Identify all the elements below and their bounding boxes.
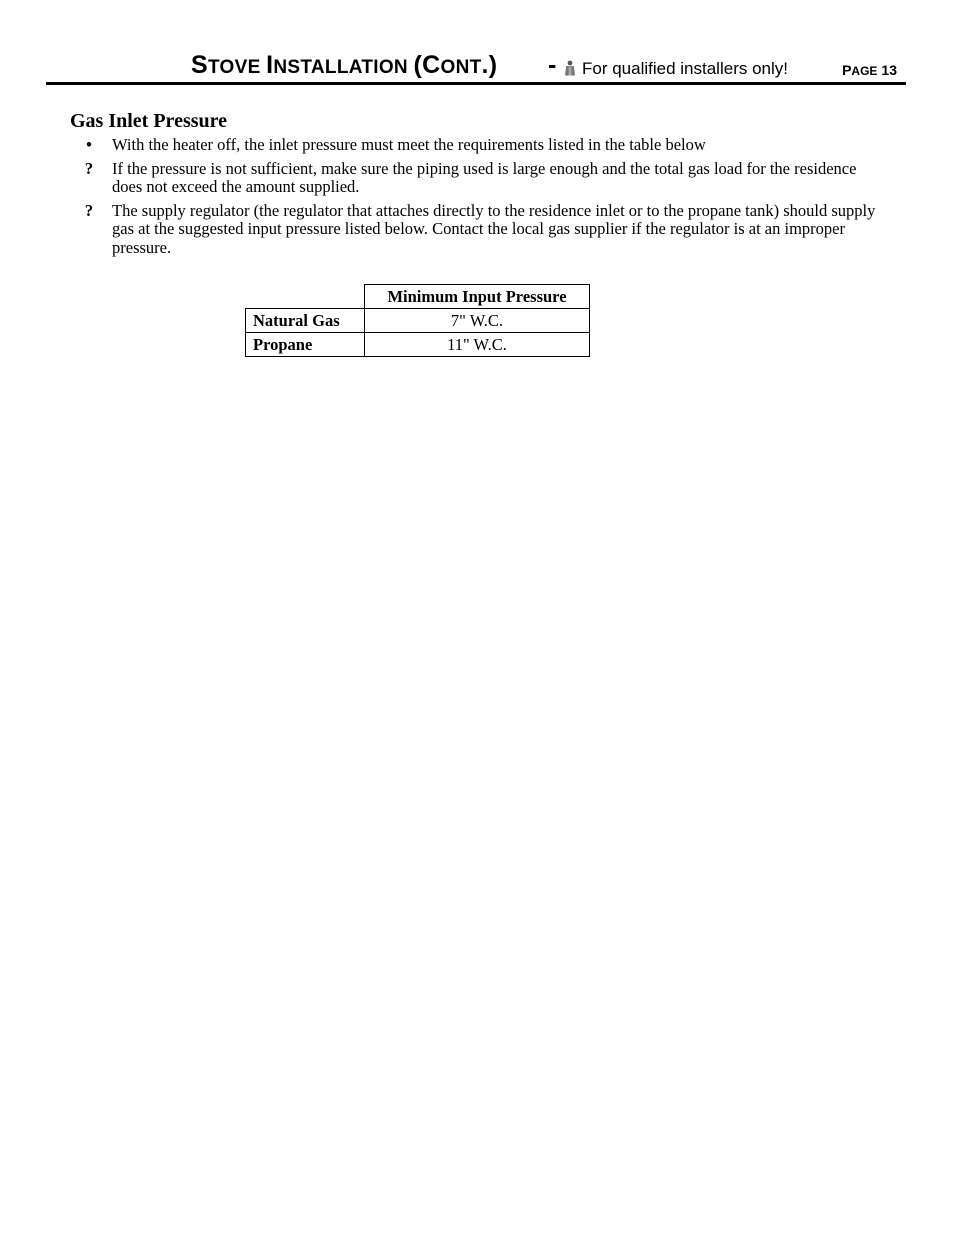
table-header-row [246,285,590,309]
installer-note: For qualified installers only! [582,59,788,78]
table-row [246,309,590,333]
title-part: S [191,51,208,79]
title-dash: - [548,51,557,79]
bullet-marker: ? [84,200,94,220]
pressure-value: 11" W.C. [365,333,590,357]
page-header [46,52,906,85]
title-part: (C [413,51,441,79]
list-item-text: The supply regulator (the regulator that attaches directly to the residence inlet or to the propane tank) should supply gas at the suggested input pressure listed below. Contact the local gas supplier if the regulator is at an improper pressure. [112,200,876,257]
table-corner-cell [246,285,365,309]
page-number-value: 13 [881,62,897,78]
table-row [246,333,590,357]
title-part: NSTALLATION [273,57,414,78]
page-label-part: P [842,62,852,78]
bullet-marker: • [86,135,92,154]
column-header: Minimum Input Pressure [365,285,590,309]
list-item [82,160,882,197]
requirements-list [82,136,882,262]
title-part: .) [481,51,498,79]
row-label: Propane [246,333,365,357]
pressure-table [245,284,590,357]
list-item [82,202,882,258]
page-label-part: AGE [851,64,878,78]
list-item-text: If the pressure is not sufficient, make sure the piping used is large enough and the total gas load for the residence does not exceed the amount supplied. [112,158,857,196]
section-heading: Gas Inlet Pressure [70,110,228,132]
list-item [82,136,882,155]
row-label: Natural Gas [246,309,365,333]
title-part: TOVE [207,57,267,78]
bullet-marker: ? [84,158,94,178]
installer-person-icon [564,60,576,76]
page-number [842,62,897,78]
page-title [191,51,497,80]
title-part: I [266,51,274,79]
list-item-text: With the heater off, the inlet pressure must meet the requirements listed in the table below [112,135,706,154]
pressure-value: 7" W.C. [365,309,590,333]
title-part: ONT [440,57,482,78]
